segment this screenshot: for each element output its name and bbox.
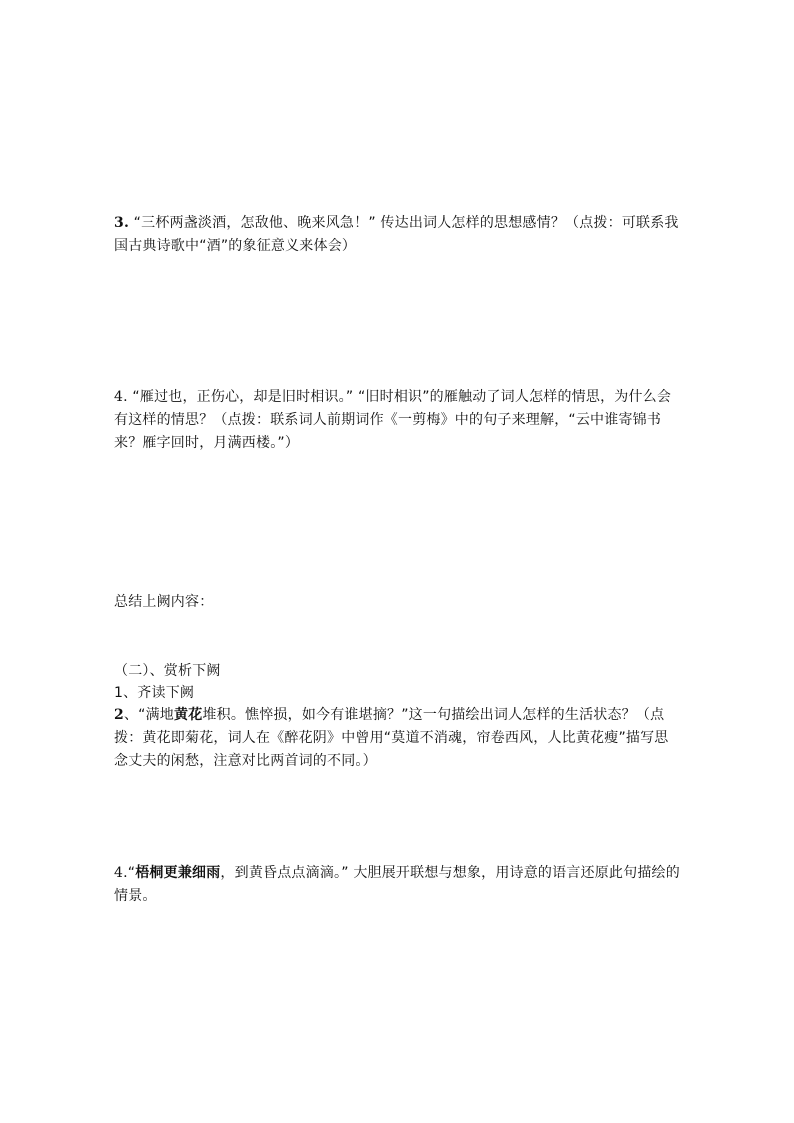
- section-2-item-2-text-pre: 、“满地: [123, 707, 175, 723]
- question-4b-number: 4.: [114, 865, 128, 881]
- question-4: [114, 386, 682, 455]
- section-2-heading: （二）、赏析下阙: [114, 663, 221, 679]
- section-2-item-2-text-post: 堆积。憔悴损，如今有谁堪摘？”这一句描绘出词人怎样的生活状态？（点拨：黄花即菊花，词人在《醉花阴》中曾用“莫道不消魂，帘卷西风，人比黄花瘦”描写思念丈夫的闲愁，注意对比两首词的不同。）: [114, 707, 669, 769]
- question-4b-text-pre: “: [127, 865, 136, 881]
- summary-prompt: 总结上阙内容：: [114, 594, 214, 610]
- question-4-text: “雁过也，正伤心，却是旧时相识。” “旧时相识”的雁触动了词人怎样的情思，为什么会有这样的情思？（点拨：联系词人前期词作《一剪梅》中的句子来理解，“云中谁寄锦书来？雁字回时，月满西楼。”）: [114, 389, 672, 451]
- section-2-item-2: [114, 704, 682, 773]
- question-4b: [114, 862, 682, 908]
- question-3-text: “三杯两盏淡酒，怎敌他、晚来风急！” 传达出词人怎样的思想感情？（点拨：可联系我国古典诗歌中“酒”的象征意义来体会）: [114, 215, 679, 254]
- section-2-item-2-number: 2: [114, 707, 124, 723]
- section-2-item-1: 1、齐读下阙: [114, 685, 195, 701]
- question-3: [114, 212, 682, 258]
- question-4-number: 4.: [114, 389, 128, 405]
- question-4b-text-post: ，到黄昏点点滴滴。” 大胆展开联想与想象，用诗意的语言还原此句描绘的情景。: [114, 865, 680, 904]
- section-2-item-2-highlight: 黄花: [174, 707, 203, 723]
- question-4b-highlight: 梧桐更兼细雨: [135, 865, 221, 881]
- question-3-number: 3.: [114, 215, 130, 231]
